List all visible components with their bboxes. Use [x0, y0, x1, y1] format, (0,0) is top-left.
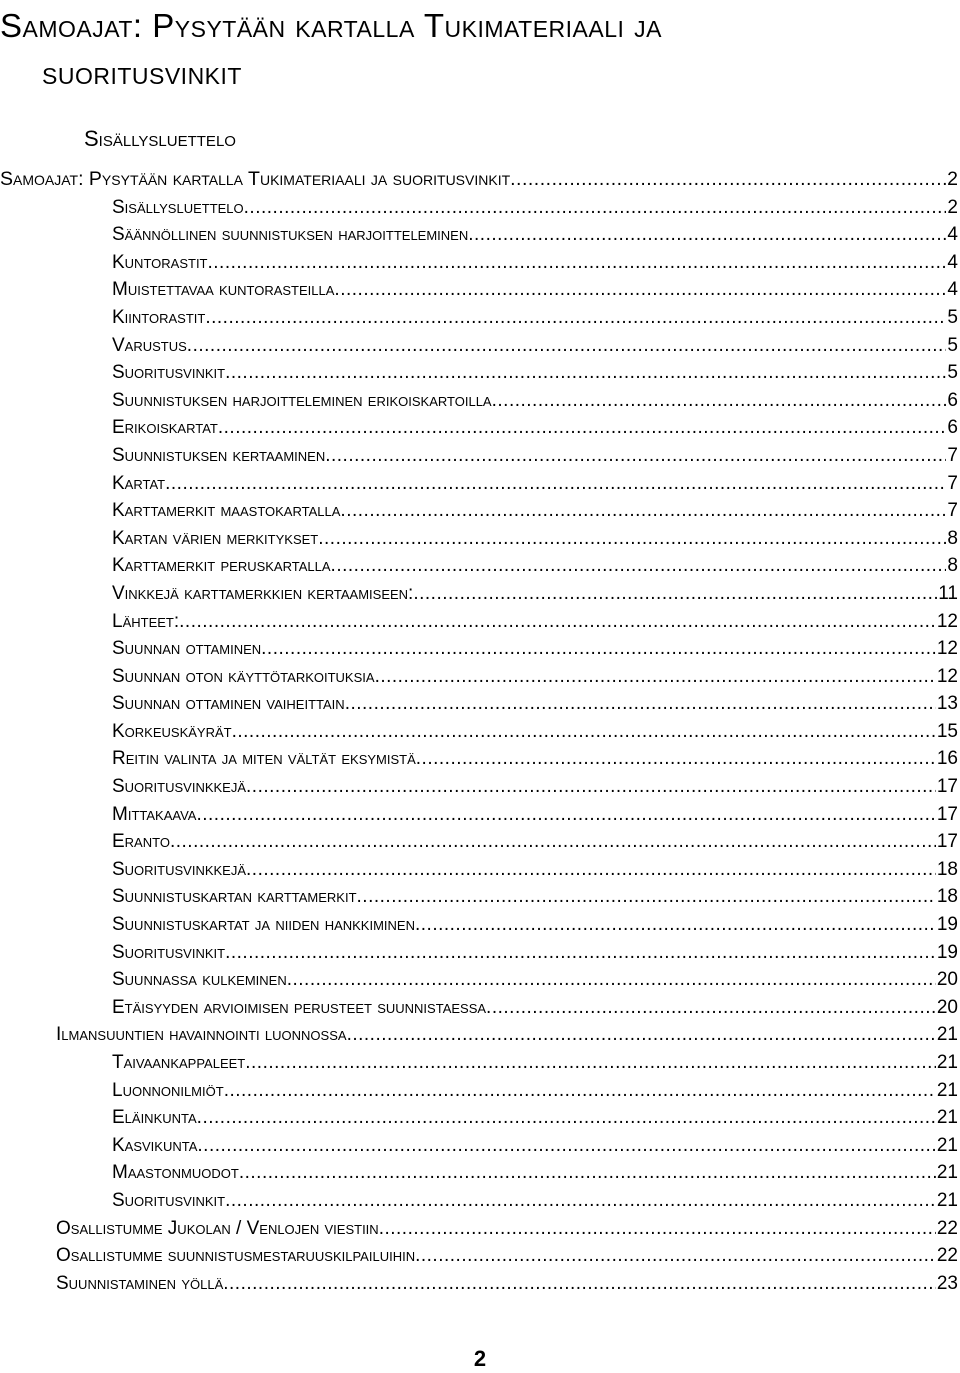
toc-entry-page: 8: [947, 527, 958, 549]
toc-entry-label: Luonnonilmiöt: [112, 1079, 224, 1101]
toc-entry-page: 21: [936, 1162, 958, 1184]
toc-entry-page: 20: [936, 969, 958, 991]
toc-entry-page: 20: [936, 996, 958, 1018]
toc-entry-label: Reitin valinta ja miten vältät eksymistä: [112, 748, 416, 770]
toc-entry-page: 21: [936, 1189, 958, 1211]
toc-entry-label: Etäisyyden arvioimisen perusteet suunnistaessa: [112, 996, 487, 1018]
toc-dot-leader: [239, 1159, 936, 1187]
toc-entry-label: Eläinkunta: [112, 1107, 197, 1129]
toc-dot-leader: [224, 1077, 936, 1105]
toc-entry-label: Suunnistuksen harjoitteleminen erikoiskartoilla: [112, 389, 492, 411]
toc-dot-leader: [196, 801, 935, 829]
toc-entry[interactable]: [0, 966, 958, 994]
toc-heading: Sisällysluettelo: [84, 126, 236, 151]
toc-dot-leader: [415, 1242, 936, 1270]
toc-entry[interactable]: [0, 911, 958, 939]
toc-entry-page: 6: [947, 417, 958, 439]
toc-entry-label: Maastonmuodot: [112, 1162, 239, 1184]
toc-entry-label: Karttamerkit peruskartalla: [112, 555, 331, 577]
toc-entry-page: 22: [936, 1217, 958, 1239]
toc-dot-leader: [375, 663, 936, 691]
toc-entry[interactable]: [0, 359, 958, 387]
toc-entry-label: Erikoiskartat: [112, 417, 218, 439]
toc-dot-leader: [246, 856, 936, 884]
toc-dot-leader: [225, 1187, 936, 1215]
toc-entry-page: 4: [947, 224, 958, 246]
toc-entry[interactable]: [0, 387, 958, 415]
toc-entry-label: Taivaankappaleet: [112, 1052, 246, 1073]
toc-dot-leader: [331, 552, 947, 580]
toc-entry-label: Muistettavaa kuntorasteilla: [112, 279, 335, 301]
toc-dot-leader: [244, 194, 947, 222]
document-title-line2: suoritusvinkit: [42, 54, 242, 91]
toc-dot-leader: [187, 332, 947, 360]
toc-dot-leader: [232, 718, 936, 746]
toc-entry-label: Mittakaava: [112, 803, 197, 825]
toc-entry-page: 17: [936, 803, 958, 825]
document-title-line1: Samoajat: Pysytään kartalla Tukimateriaali ja: [0, 7, 662, 44]
toc-entry[interactable]: [0, 276, 958, 304]
toc-entry[interactable]: [0, 635, 958, 663]
toc-entry-page: 4: [947, 279, 958, 301]
toc-entry[interactable]: [0, 525, 958, 553]
toc-entry-page: 2: [947, 196, 958, 218]
toc-dot-leader: [179, 608, 936, 636]
toc-entry-label: Kuntorastit: [112, 251, 208, 273]
toc-dot-leader: [170, 828, 936, 856]
toc-dot-leader: [357, 883, 936, 911]
toc-dot-leader: [223, 1270, 936, 1298]
toc-entry[interactable]: [0, 718, 958, 746]
toc-entry-label: Suunnistaminen yöllä: [56, 1272, 224, 1294]
toc-entry-label: Kiintorastit: [112, 306, 206, 328]
toc-entry-label: Kartat: [112, 472, 166, 494]
toc-dot-leader: [261, 635, 936, 663]
toc-entry-label: Ilmansuuntien havainnointi luonnossa: [56, 1024, 347, 1046]
toc-dot-leader: [205, 304, 946, 332]
toc-entry[interactable]: [0, 690, 958, 718]
toc-dot-leader: [379, 1215, 936, 1243]
toc-dot-leader: [197, 1132, 935, 1160]
toc-entry[interactable]: [0, 856, 958, 884]
page-number: 2: [473, 1346, 487, 1371]
toc-entry[interactable]: [0, 166, 958, 194]
toc-entry-label: Suunnan ottaminen: [112, 638, 262, 660]
toc-entry-label: Suoritusvinkkejä: [112, 776, 247, 798]
toc-entry-page: 2: [947, 168, 958, 190]
toc-dot-leader: [225, 359, 946, 387]
toc-entry-page: 11: [938, 582, 958, 604]
toc-entry-label: Suoritusvinkit: [112, 362, 226, 384]
toc-entry-page: 12: [936, 610, 958, 632]
toc-entry[interactable]: [0, 663, 958, 691]
toc-entry-label: Suunnistuksen kertaaminen: [112, 444, 326, 466]
toc-entry[interactable]: [0, 883, 958, 911]
toc-dot-leader: [334, 276, 946, 304]
toc-entry[interactable]: [0, 1270, 958, 1298]
toc-dot-leader: [492, 387, 947, 415]
toc-entry-label: Vinkkejä karttamerkkien kertaamiseen:: [112, 582, 414, 604]
toc-dot-leader: [208, 249, 947, 277]
toc-dot-leader: [413, 580, 937, 608]
toc-entry-label: Suoritusvinkkejä: [112, 858, 247, 880]
toc-entry[interactable]: [0, 1077, 958, 1105]
toc-entry-label: Säännöllinen suunnistuksen harjoitteleminen: [112, 224, 469, 246]
toc-entry[interactable]: [0, 1187, 958, 1215]
toc-entry[interactable]: [0, 773, 958, 801]
toc-entry[interactable]: [0, 249, 958, 277]
toc-dot-leader: [318, 525, 946, 553]
toc-entry[interactable]: [0, 1104, 958, 1132]
toc-entry[interactable]: [0, 304, 958, 332]
toc-entry[interactable]: [0, 194, 958, 222]
toc-dot-leader: [468, 221, 946, 249]
toc-dot-leader: [416, 745, 936, 773]
toc-entry-label: Varustus: [112, 334, 187, 356]
toc-entry-page: 7: [947, 444, 958, 466]
toc-entry-page: 6: [947, 389, 958, 411]
toc-dot-leader: [197, 1104, 936, 1132]
toc-entry-page: 21: [936, 1107, 958, 1129]
toc-entry[interactable]: [0, 608, 958, 636]
toc-entry[interactable]: [0, 828, 958, 856]
toc-entry[interactable]: [0, 552, 958, 580]
toc-entry-label: Korkeuskäyrät: [112, 720, 232, 742]
toc-dot-leader: [325, 442, 946, 470]
toc-entry[interactable]: [0, 801, 958, 829]
toc-entry[interactable]: [0, 442, 958, 470]
toc-entry[interactable]: [0, 470, 958, 498]
toc-entry-label: Samoajat: Pysytään kartalla Tukimateriaali ja suoritusvinkit: [0, 168, 511, 190]
toc-entry-page: 5: [947, 306, 958, 328]
toc-dot-leader: [340, 497, 946, 525]
toc-entry-label: Kasvikunta: [112, 1134, 198, 1156]
toc-entry-page: 18: [936, 886, 958, 908]
toc-entry-label: Suunnan ottaminen vaiheittain: [112, 693, 345, 715]
toc-entry-label: Eranto: [112, 831, 170, 853]
toc-entry-page: 15: [936, 720, 958, 742]
toc-dot-leader: [225, 939, 936, 967]
toc-entry-label: Suoritusvinkit: [112, 1189, 226, 1211]
toc-entry-page: 13: [936, 693, 958, 715]
document-title: [0, 2, 940, 96]
toc-dot-leader: [510, 166, 946, 194]
toc-entry-page: 8: [947, 555, 958, 577]
toc-entry[interactable]: [0, 1242, 958, 1270]
toc-entry-page: 4: [947, 251, 958, 273]
toc-entry[interactable]: [0, 497, 958, 525]
toc-entry-label: Sisällysluettelo: [112, 196, 244, 218]
toc-entry-page: 19: [936, 941, 958, 963]
toc-entry-page: 21: [936, 1024, 958, 1046]
toc-entry[interactable]: [0, 414, 958, 442]
toc-entry[interactable]: [0, 994, 958, 1022]
toc-entry-page: 17: [936, 831, 958, 853]
toc-dot-leader: [415, 911, 936, 939]
toc-dot-leader: [245, 1049, 936, 1077]
toc-entry-page: 17: [936, 776, 958, 798]
toc-entry-page: 19: [936, 914, 958, 936]
toc-entry-page: 21: [936, 1052, 958, 1073]
table-of-contents: [0, 166, 958, 1297]
toc-entry-label: Suunnan oton käyttötarkoituksia: [112, 665, 375, 687]
toc-entry[interactable]: [0, 1159, 958, 1187]
toc-entry-label: Suunnistuskartat ja niiden hankkiminen: [112, 914, 415, 936]
toc-entry[interactable]: [0, 221, 958, 249]
toc-dot-leader: [246, 773, 936, 801]
toc-entry-label: Kartan värien merkitykset: [112, 527, 319, 549]
toc-entry[interactable]: [0, 1021, 958, 1049]
toc-entry-label: Suunnistuskartan karttamerkit: [112, 886, 357, 908]
toc-entry[interactable]: [0, 580, 958, 608]
toc-entry-page: 12: [936, 638, 958, 660]
toc-entry-page: 18: [936, 858, 958, 880]
toc-entry-page: 22: [936, 1245, 958, 1267]
toc-entry-label: Karttamerkit maastokartalla: [112, 500, 341, 522]
toc-dot-leader: [218, 414, 947, 442]
toc-entry[interactable]: [0, 745, 958, 773]
toc-entry-page: 21: [936, 1134, 958, 1156]
toc-entry-page: 16: [936, 748, 958, 770]
toc-entry-label: Suunnassa kulkeminen: [112, 969, 287, 991]
toc-entry-page: 5: [947, 362, 958, 384]
toc-entry-label: Osallistumme suunnistusmestaruuskilpailuihin: [56, 1245, 416, 1267]
toc-entry[interactable]: [0, 939, 958, 967]
toc-entry[interactable]: [0, 1049, 958, 1077]
toc-entry-label: Suoritusvinkit: [112, 941, 226, 963]
toc-entry-label: Osallistumme Jukolan / Venlojen viestiin: [56, 1217, 379, 1239]
toc-entry[interactable]: [0, 1132, 958, 1160]
toc-entry-page: 23: [936, 1272, 958, 1294]
toc-entry-page: 5: [947, 334, 958, 356]
toc-entry-label: Lähteet:: [112, 610, 180, 632]
toc-dot-leader: [165, 470, 946, 498]
toc-entry[interactable]: [0, 1215, 958, 1243]
toc-entry-page: 7: [947, 472, 958, 494]
toc-dot-leader: [347, 1021, 936, 1049]
toc-dot-leader: [287, 966, 936, 994]
toc-dot-leader: [345, 690, 936, 718]
toc-entry[interactable]: [0, 332, 958, 360]
toc-entry-page: 21: [936, 1079, 958, 1101]
toc-entry-page: 12: [936, 665, 958, 687]
toc-dot-leader: [486, 994, 936, 1022]
toc-entry-page: 7: [947, 500, 958, 522]
